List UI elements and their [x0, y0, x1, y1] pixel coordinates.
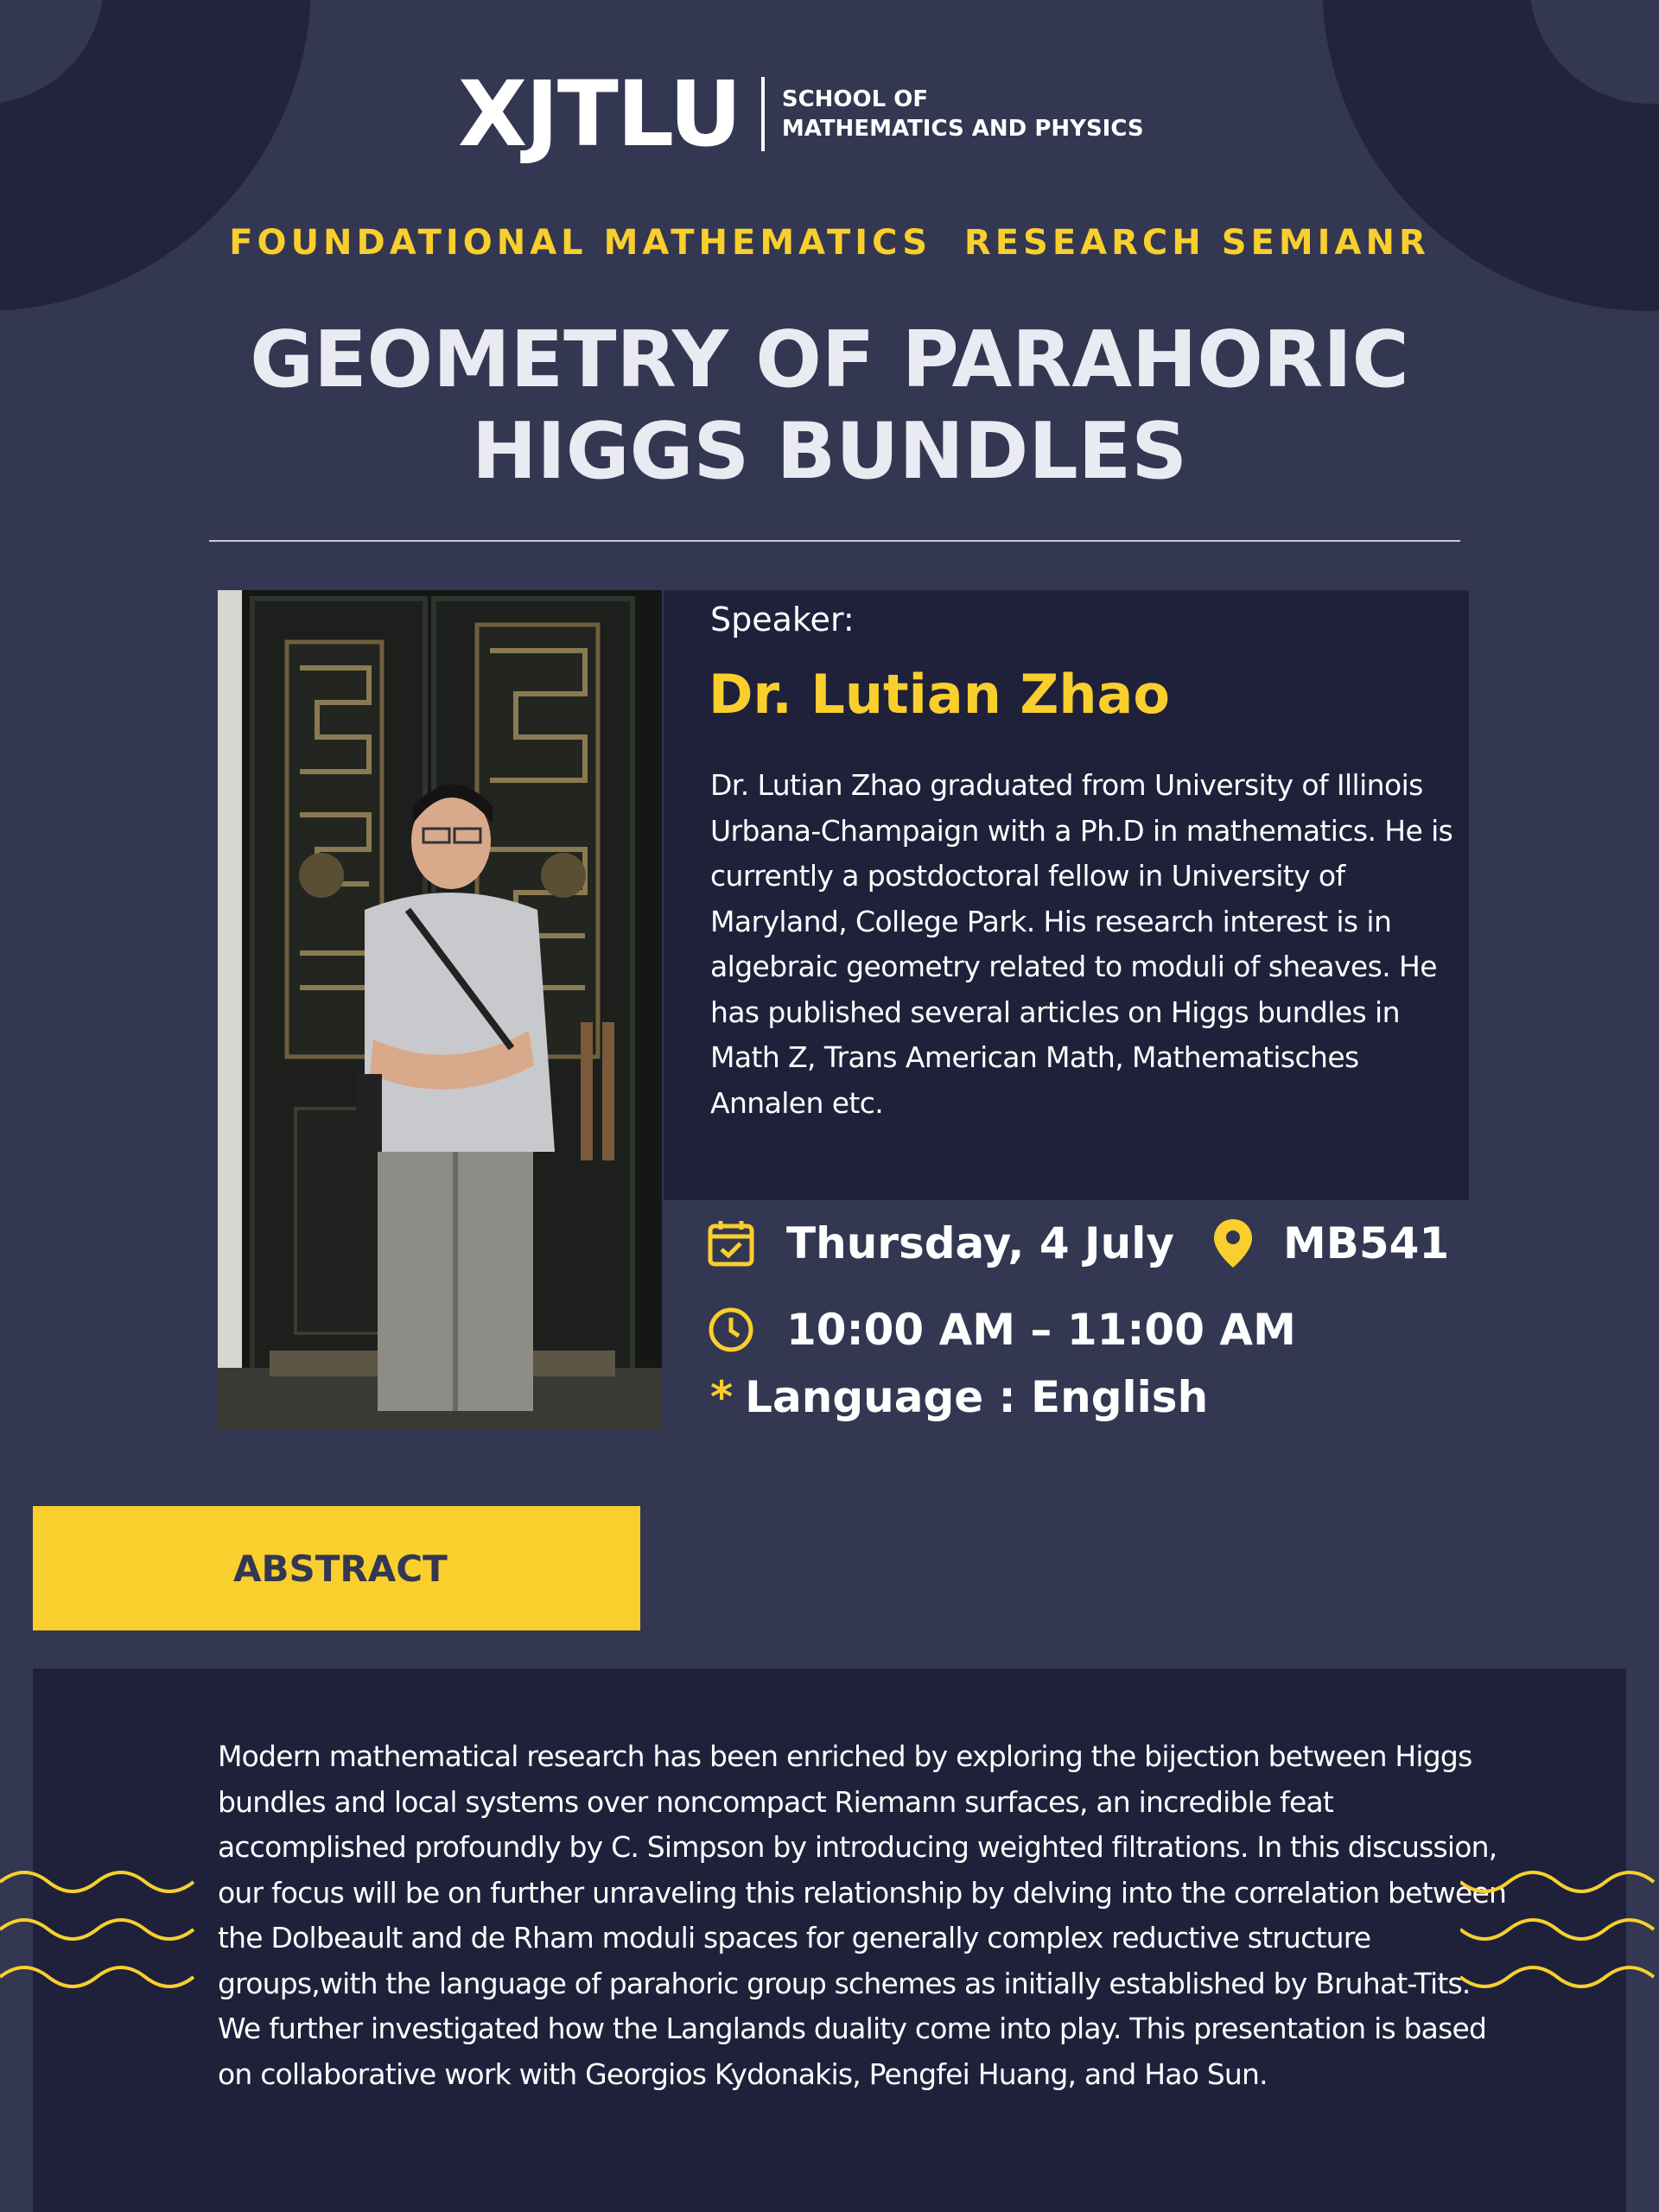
abstract-panel: [33, 1669, 1626, 2212]
speaker-bio: Dr. Lutian Zhao graduated from University of Illinois Urbana-Champaign with a Ph.D in mathematics. He is currently a postdoctoral fellow in University of Maryland, College Park. His research interest is in algebraic geometry related to moduli of sheaves. He has published several articles on Higgs bundles in Math Z, Trans American Math, Mathematisches Annalen etc.: [710, 768, 1453, 1120]
event-time: 10:00 AM – 11:00 AM: [786, 1305, 1296, 1355]
location-pin-icon: [1209, 1219, 1257, 1268]
talk-title-line-1: GEOMETRY OF PARAHORIC: [250, 315, 1409, 405]
event-language: Language : English: [745, 1372, 1209, 1422]
talk-title: [0, 315, 1659, 498]
corner-arc-decoration: [1322, 0, 1659, 311]
speaker-photo: [218, 590, 662, 1430]
language-note: [710, 1372, 1208, 1422]
talk-title-line-2: HIGGS BUNDLES: [471, 406, 1188, 497]
xjtlu-logo: [458, 61, 1144, 167]
clock-icon: [707, 1306, 755, 1354]
school-name: [782, 85, 1144, 143]
event-date: Thursday, 4 July: [786, 1218, 1174, 1268]
school-line-1: SCHOOL OF: [781, 86, 929, 112]
speaker-label: Speaker:: [710, 601, 855, 639]
event-location: MB541: [1282, 1218, 1450, 1268]
speaker-name: Dr. Lutian Zhao: [709, 663, 1170, 726]
wave-decoration-left: [0, 1865, 199, 2003]
seminar-series-title: FOUNDATIONAL MATHEMATICS RESEARCH SEMIANR: [229, 223, 1430, 263]
abstract-heading-tab: [33, 1506, 640, 1630]
logo-divider: [761, 77, 765, 151]
wave-decoration-right: [1460, 1865, 1659, 2003]
abstract-heading: ABSTRACT: [233, 1547, 448, 1590]
abstract-text: Modern mathematical research has been enriched by exploring the bijection between Higgs bundles and local systems over noncompact Riemann surfaces, an incredible feat accomplished profoundly by C. Simpson by introducing weighted filtrations. In this discussion, our focus will be on further unraveling this relationship by delving into the correlation between the Dolbeault and de Rham moduli spaces for generally complex reductive structure groups,with the language of parahoric group schemes as initially established by Bruhat-Tits. We further investigated how the Langlands duality come into play. This presentation is based on collaborative work with Georgios Kydonakis, Pengfei Huang, and Hao Sun.: [218, 1739, 1507, 2091]
speaker-info-panel: [664, 590, 1469, 1200]
language-star: *: [710, 1372, 734, 1422]
calendar-icon: [707, 1219, 755, 1268]
logo-wordmark: XJTLU: [458, 61, 741, 167]
speaker-photo-illustration: [218, 590, 662, 1430]
title-divider: [209, 540, 1460, 542]
date-location-row: [707, 1218, 1449, 1268]
corner-arc-decoration: [0, 0, 311, 311]
school-line-2: MATHEMATICS AND PHYSICS: [781, 116, 1144, 142]
time-row: [707, 1305, 1296, 1355]
